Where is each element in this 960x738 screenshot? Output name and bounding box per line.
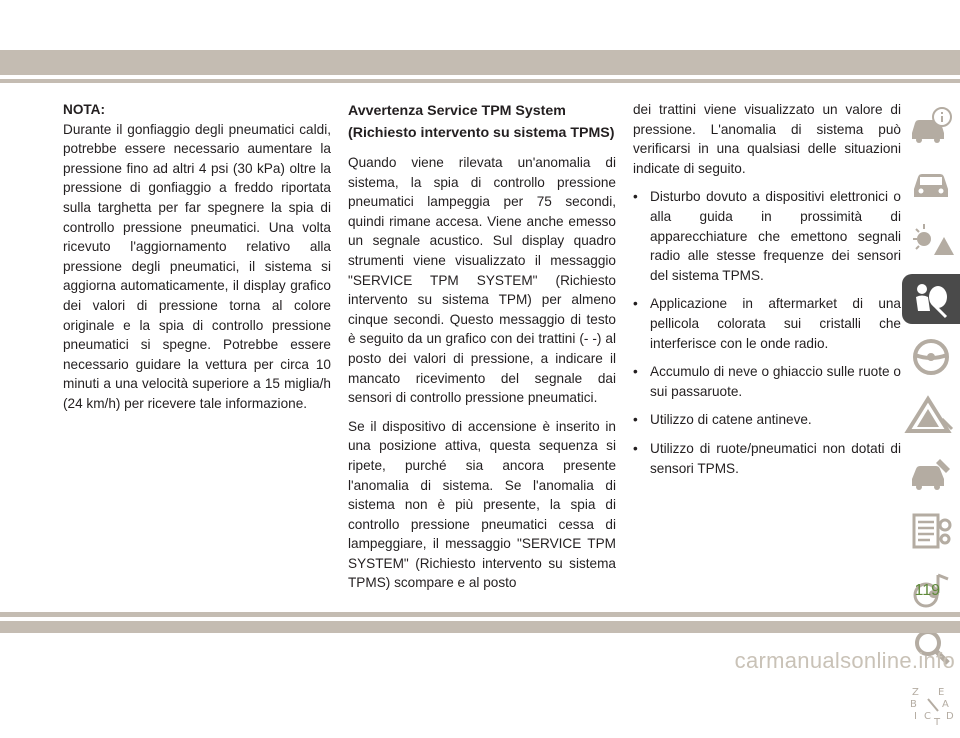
page-number: 119 (914, 582, 940, 599)
section-title: Avvertenza Service TPM System (Richiesto intervento su sistema TPMS) (348, 103, 615, 141)
header-band (0, 50, 960, 75)
index-letters-icon (908, 683, 954, 727)
bullet-dot: • (633, 440, 638, 456)
middle-column (348, 100, 616, 602)
bullet-dot: • (633, 412, 638, 428)
watermark: carmanualsonline.info (734, 648, 955, 673)
tab-safety[interactable] (902, 274, 960, 324)
hazard-triangle-icon (908, 393, 954, 437)
index-letter: Z (912, 687, 919, 698)
index-letter: T (934, 717, 941, 728)
index-letter: B (910, 699, 917, 710)
tab-index[interactable] (902, 680, 960, 730)
continuation-text: dei trattini viene visualizzato un valore di pressione. L'anomalia di sistema può verificarsi in una qualsiasi delle situazioni indicate di seguito. (633, 102, 901, 176)
list-item: • Accumulo di neve o ghiaccio sulle ruote o sui passaruote. (633, 364, 901, 399)
header-rule (0, 79, 960, 83)
tab-driving[interactable] (902, 332, 960, 382)
index-letter: C (924, 711, 931, 722)
bullet-dot: • (633, 296, 638, 312)
tab-warning-lights[interactable] (902, 216, 960, 266)
warning-light-icon (908, 219, 954, 263)
chapter-tabs (902, 100, 960, 738)
footer-band (0, 621, 960, 633)
list-item: • Disturbo dovuto a dispositivi elettronici o alla guida in prossimità di apparecchiature che emettono segnali radio alle stesse frequenze dei sensori del sistema TPMS. (633, 189, 901, 283)
car-service-icon (908, 451, 954, 495)
note-text: Durante il gonfiaggio degli pneumatici caldi, potrebbe essere necessario aumentare la pressione fino ad altri 4 psi (30 kPa) oltre la pressione di gonfiaggio a freddo riportata sulla targhetta per far spegnere la spia di controllo pressione pneumatici. Una volta ricevuto l'aggiornamento relativo alla pressione degli pneumatici, il sistema si aggiorna automaticamente, il display grafico dei valori di pressione torna al colore originale e la spia di controllo pressione pneumatici si spegne. Potrebbe essere necessario guidare la vettura per circa 10 minuti a una velocità superiore a 15 miglia/h (24 km/h) per ricevere tale informazione. (63, 121, 331, 411)
left-column (63, 100, 331, 414)
bullet-dot: • (633, 189, 638, 205)
paragraph-1: Quando viene rilevata un'anomalia di sistema, la spia di controllo pressione pneumatici lampeggia per 75 secondi, quindi rimane accesa. Viene anche emesso un segnale acustico. Sul display quadro strumenti viene visualizzato il messaggio "SERVICE TPM SYSTEM" (Richiesto intervento su sistema TPM) per almeno cinque secondi. Questo messaggio di testo è seguito da un grafico con dei trattini (- -) al posto dei valori di pressione, a indicare il mancato ricevimento del segnale dai sensori di controllo pressione pneumatici. (348, 155, 616, 406)
airbag-safety-icon (908, 277, 954, 321)
right-column (633, 100, 901, 487)
tab-emergency[interactable] (902, 390, 960, 440)
index-letter: A (942, 699, 949, 710)
note-label: NOTA: (63, 102, 106, 117)
tab-car-info[interactable] (902, 100, 960, 150)
car-dashboard-icon (908, 161, 954, 205)
bullet-list (633, 187, 901, 478)
list-item: • Utilizzo di catene antineve. (633, 410, 901, 430)
index-letter: E (938, 687, 945, 698)
list-item: • Applicazione in aftermarket di una pellicola colorata sui cristalli che interferisce con le onde radio. (633, 296, 901, 351)
index-letter: I (914, 711, 917, 722)
tab-dashboard[interactable] (902, 158, 960, 208)
list-item: • Utilizzo di ruote/pneumatici non dotati di sensori TPMS. (633, 440, 901, 476)
paragraph-2: Se il dispositivo di accensione è inserito in una posizione attiva, questa sequenza si ripete, purché sia ancora presente l'anomalia di sistema. Se l'anomalia di sistema non è più presente, la spia di controllo pressione pneumatici cessa di lampeggiare, il messaggio "SERVICE TPM SYSTEM" (Richiesto intervento su sistema TPMS) scompare e al posto (348, 418, 616, 591)
tab-specifications[interactable] (902, 506, 960, 556)
specifications-icon (908, 509, 954, 553)
bullet-dot: • (633, 364, 638, 380)
top-margin (0, 0, 960, 50)
index-letter: D (946, 711, 954, 722)
steering-wheel-icon (908, 335, 954, 379)
footer-rule (0, 612, 960, 617)
car-info-icon (908, 103, 954, 147)
tab-service[interactable] (902, 448, 960, 498)
